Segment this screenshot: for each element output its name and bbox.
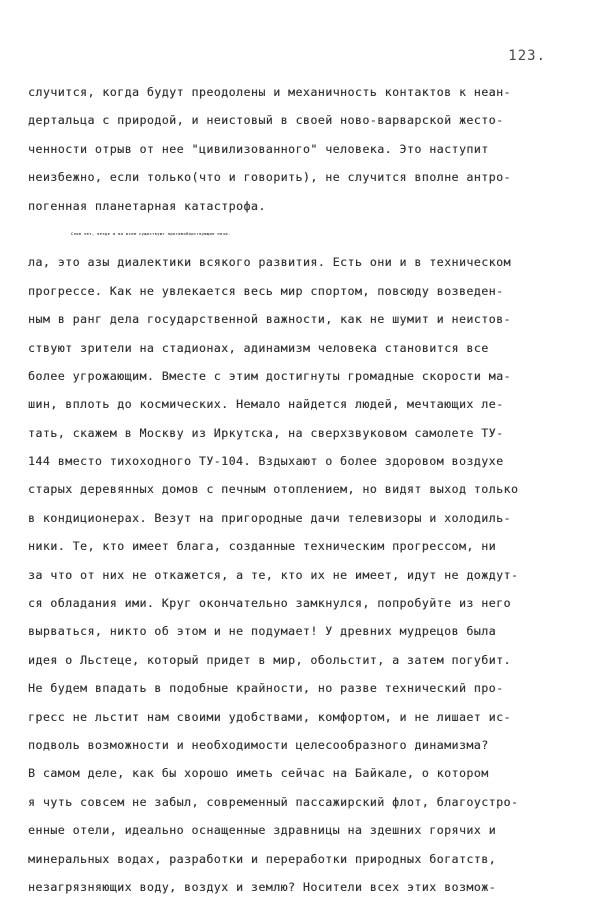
text-line: случится, когда будут преодолены и механичность контактов к неан- [28, 85, 511, 99]
text-line: подволь возможности и необходимости целесообразного динамизма? [28, 737, 489, 752]
text-line: ники. Те, кто имеет блага, созданные техническим прогрессом, ни [28, 539, 497, 554]
text-line: я чуть совсем не забыл, современный пассажирский флот, благоустро- [28, 794, 519, 809]
text-line: старых деревянных домов с печным отоплением, но видят выход только [28, 482, 519, 497]
text-line: В самом деле, как бы хорошо иметь сейчас на Байкале, о котором [28, 766, 489, 781]
text-line: ся обладания ими. Круг окончательно замкнулся, попробуйте из него [28, 596, 511, 611]
text-line: неизбежно, если только(что и говорить), не случится вполне антро- [28, 170, 511, 185]
text-line: в кондиционерах. Везут на пригородные дачи телевизоры и холодиль- [28, 510, 511, 525]
text-line: тать, скажем в Москву из Иркутска, на сверхзвуковом самолете ТУ- [28, 425, 504, 440]
text-line: незагрязняющих воду, воздух и землю? Носители всех этих возмож- [28, 879, 497, 894]
text-line: Не будем впадать в подобные крайности, но разве технический про- [28, 681, 504, 696]
text-line: гресс не льстит нам своими удобствами, комфортом, и не лишает ис- [28, 709, 511, 724]
text-line: погенная планетарная катастрофа. [28, 198, 266, 213]
text-line: ла, это азы диалектики всякого развития. Есть они и в техническом [28, 255, 511, 270]
text-line: минеральных водах, разработки и переработки природных богатств, [28, 851, 497, 866]
text-line: Слов нет, везде и во всем существуют противоборствующие нача- [71, 231, 231, 236]
text-line: вырваться, никто об этом и не подумает! У древних мудрецов была [28, 624, 497, 639]
text-line: 144 вместо тихоходного ТУ-104. Вздыхают о более здоровом воздухе [28, 454, 504, 469]
text-line: ствуют зрители на стадионах, адинамизм человека становится все [28, 340, 489, 355]
text-line: прогрессе. Как не увлекается весь мир спортом, повсюду возведен- [28, 283, 504, 298]
text-line: дертальца с природой, и неистовый в своей ново-варварской жесто- [28, 113, 504, 128]
text-line: енные отели, идеально оснащенные здравницы на здешних горячих и [28, 823, 497, 838]
body-text [28, 78, 576, 901]
text-line: ным в ранг дела государственной важности, как не шумит и неистов- [28, 312, 511, 327]
text-line: шин, вплоть до космических. Немало найдется людей, мечтающих ле- [28, 397, 504, 412]
text-line: более угрожающим. Вместе с этим достигнуты громадные скорости ма- [28, 368, 511, 383]
text-line: ченности отрыв от нее "цивилизованного" человека. Это наступит [28, 141, 489, 156]
text-line: идея о Льстеце, который придет в мир, обольстит, а затем погубит. [28, 652, 511, 667]
page-number: 123. [508, 48, 546, 64]
text-line: за что от них не откажется, а те, кто их не имеет, идут не дождут- [28, 567, 519, 582]
